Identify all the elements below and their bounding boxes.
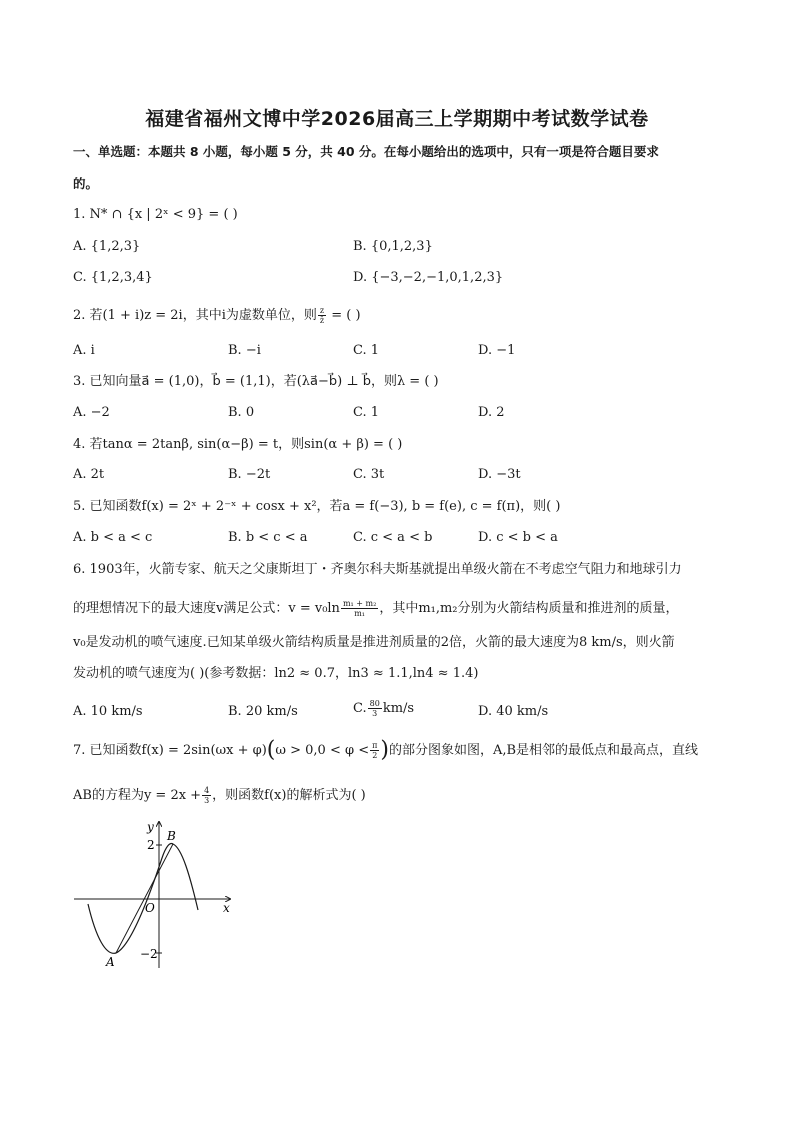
q6-stem-line3: v₀是发动机的喷气速度.已知某单级火箭结构质量是推进剂质量的2倍，火箭的最大速度为8 km/s，则火箭: [73, 635, 675, 650]
q6-option-c: [353, 699, 414, 718]
q6-c-num: 80: [369, 699, 380, 708]
q6-option-c-fraction: [368, 699, 382, 718]
q3-option-c: C. 1: [353, 405, 380, 420]
q6-stem-line2: [73, 599, 679, 618]
q5-option-d: D. c < b < a: [478, 530, 558, 545]
q6-line2-end: ，其中m₁,m₂分别为火箭结构质量和推进剂的质量，: [379, 601, 679, 616]
q6-line2-text: 的理想情况下的最大速度v满足公式：v = v₀ln: [73, 601, 340, 616]
tick-label-top: 2: [147, 838, 155, 852]
q1-stem: 1. N* ∩ {x | 2ˣ < 9} = ( ): [73, 207, 238, 222]
q6-c-den: 3: [372, 709, 378, 718]
q7-line2-text: AB的方程为y = 2x +: [73, 788, 202, 803]
point-a-label: A: [106, 955, 115, 969]
q2-fraction: [318, 306, 326, 325]
q6-option-b: B. 20 km/s: [228, 704, 298, 719]
q3-option-d: D. 2: [478, 405, 505, 420]
q7-pi-den: 2: [372, 751, 378, 760]
q5-option-a: A. b < a < c: [73, 530, 153, 545]
q4-option-b: B. −2t: [228, 467, 271, 482]
q1-option-b: B. {0,1,2,3}: [353, 239, 433, 254]
q7-sine-graph: [70, 818, 240, 973]
q6-option-c-unit: km/s: [382, 701, 415, 716]
sine-curve: [88, 844, 198, 954]
q7-line2-end: ，则函数f(x)的解析式为( ): [212, 788, 366, 803]
q7-line1-end: 的部分图象如图，A,B是相邻的最低点和最高点，直线: [388, 743, 699, 758]
q6-stem-line4: 发动机的喷气速度为( )(参考数据：ln2 ≈ 0.7，ln3 ≈ 1.1,ln4 ≈ 1.4): [73, 666, 479, 681]
q2-option-a: A. i: [73, 343, 95, 358]
q6-frac-den: m₁: [354, 609, 366, 618]
q7-stem-line1: [73, 737, 699, 763]
q7-intercept-fraction: [202, 786, 211, 805]
y-axis-label: y: [147, 820, 154, 834]
q7-condition: ω > 0,0 < φ <: [275, 743, 370, 758]
q2-option-d: D. −1: [478, 343, 516, 358]
q2-stem: [73, 306, 361, 325]
q7-pi-fraction: [370, 741, 379, 760]
q2-option-c: C. 1: [353, 343, 380, 358]
q6-option-d: D. 40 km/s: [478, 704, 549, 719]
q2-option-b: B. −i: [228, 343, 261, 358]
q7-paren-close: ): [380, 737, 389, 763]
q6-mass-fraction: [341, 599, 378, 618]
section1-instruction-line1: 一、单选题：本题共 8 小题，每小题 5 分，共 40 分。在每小题给出的选项中，只有一项是符合题目要求: [73, 144, 659, 159]
x-axis-label: x: [223, 901, 230, 915]
q1-option-a: A. {1,2,3}: [73, 239, 141, 254]
q7-pi-num: π: [372, 741, 378, 750]
q5-option-b: B. b < c < a: [228, 530, 308, 545]
q3-stem: 3. 已知向量a⃗ = (1,0)，b⃗ = (1,1)，若(λa⃗−b⃗) ⊥ b⃗，则λ = ( ): [73, 374, 439, 389]
q7-paren-open: (: [266, 737, 276, 763]
q4-option-c: C. 3t: [353, 467, 385, 482]
q2-frac-den: z̄: [319, 316, 325, 325]
point-b-label: B: [167, 829, 176, 843]
q4-option-a: A. 2t: [73, 467, 105, 482]
q5-option-c: C. c < a < b: [353, 530, 433, 545]
q2-stem-end: = ( ): [327, 308, 361, 323]
q4-stem: 4. 若tanα = 2tanβ, sin(α−β) = t，则sin(α + β) = ( ): [73, 437, 403, 452]
q6-frac-num: m₁ + m₂: [342, 599, 377, 608]
origin-label: O: [145, 901, 155, 915]
q7-line1-text: 7. 已知函数f(x) = 2sin(ωx + φ): [73, 743, 267, 758]
section1-instruction-line2: 的。: [73, 176, 99, 191]
q6-option-a: A. 10 km/s: [73, 704, 143, 719]
q7-frac-den: 3: [204, 796, 210, 805]
q6-stem-line1: 6. 1903年，火箭专家、航天之父康斯坦丁・齐奥尔科夫斯基就提出单级火箭在不考虑空气阻力和地球引力: [73, 562, 682, 577]
q1-option-d: D. {−3,−2,−1,0,1,2,3}: [353, 270, 504, 285]
exam-title: 福建省福州文博中学2026届高三上学期期中考试数学试卷: [145, 108, 649, 130]
q2-frac-num: z: [319, 306, 325, 315]
q4-option-d: D. −3t: [478, 467, 521, 482]
tick-label-bottom: −2: [140, 947, 158, 961]
q2-stem-text: 2. 若(1 + i)z = 2i，其中i为虚数单位，则: [73, 308, 317, 323]
q1-option-c: C. {1,2,3,4}: [73, 270, 153, 285]
q7-frac-num: 4: [204, 786, 210, 795]
q3-option-b: B. 0: [228, 405, 255, 420]
q7-stem-line2: [73, 786, 366, 805]
q5-stem: 5. 已知函数f(x) = 2ˣ + 2⁻ˣ + cosx + x²，若a = f(−3), b = f(e), c = f(π)，则( ): [73, 499, 561, 514]
q6-option-c-label: C.: [353, 701, 367, 716]
q3-option-a: A. −2: [73, 405, 110, 420]
